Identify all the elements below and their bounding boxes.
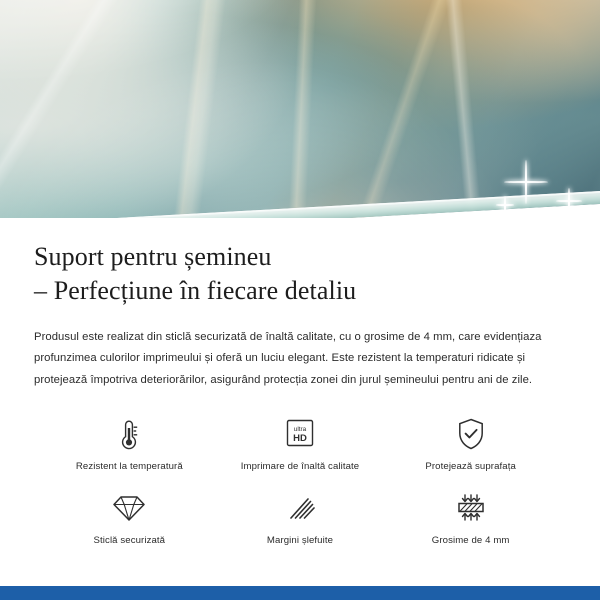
footer-accent-bar xyxy=(0,586,600,600)
glass-panel-graphic xyxy=(0,0,600,218)
feature-label: Rezistent la temperatură xyxy=(75,460,183,472)
feature-label: Imprimare de înaltă calitate xyxy=(240,460,360,472)
diamond-icon xyxy=(112,488,146,528)
ultra-hd-icon xyxy=(283,414,317,454)
feature-item-surface-protection xyxy=(385,414,556,472)
feature-grid xyxy=(34,414,566,546)
thermometer-icon xyxy=(116,414,142,454)
feature-item-tempered-glass xyxy=(44,488,215,546)
svg-text:ultra: ultra xyxy=(293,425,307,433)
feature-label: Sticlă securizată xyxy=(93,534,166,546)
feature-label: Margini șlefuite xyxy=(266,534,334,546)
feature-label: Protejează suprafața xyxy=(425,460,516,472)
feature-item-polished-edges xyxy=(215,488,386,546)
page-title xyxy=(34,240,566,309)
hero-product-image xyxy=(0,0,600,218)
headline-line-2: – Perfecțiune în fiecare detaliu xyxy=(34,276,357,306)
feature-item-print-quality xyxy=(215,414,386,472)
feature-item-thickness xyxy=(385,488,556,546)
content-block xyxy=(0,218,600,546)
thickness-icon xyxy=(454,488,488,528)
polished-edges-icon xyxy=(283,488,317,528)
shield-check-icon xyxy=(456,414,486,454)
feature-label: Grosime de 4 mm xyxy=(431,534,510,546)
svg-text:HD: HD xyxy=(293,432,307,444)
feature-item-temperature xyxy=(44,414,215,472)
gloss-overlay xyxy=(0,0,600,218)
headline-line-1: Suport pentru șemineu xyxy=(34,242,272,271)
description-paragraph: Produsul este realizat din sticlă securizată de înaltă calitate, cu o grosime de 4 mm, care evidențiaza profunzimea culorilor imprimeului și oferă un luciu elegant. Este rezistent la temperaturi ridicate și protejează împotriva deteriorărilor, asigurând protecția zonei din jurul șemineului pentru ani de zile. xyxy=(34,330,542,386)
